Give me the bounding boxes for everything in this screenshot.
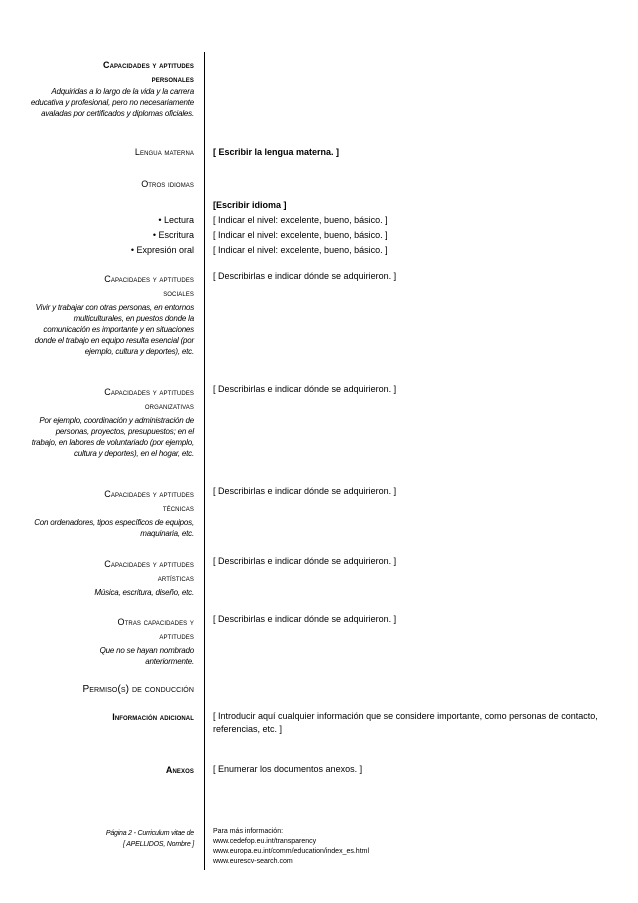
artistic-skills-section bbox=[30, 557, 194, 598]
other-languages-label: Otros idiomas bbox=[141, 179, 194, 189]
additional-info-heading: Información adicional bbox=[112, 712, 194, 722]
technical-skills-value: [ Describirlas e indicar dónde se adquirieron. ] bbox=[213, 486, 397, 496]
speaking-label: • Expresión oral bbox=[130, 245, 194, 255]
organizational-skills-description: Por ejemplo, coordinación y administración de personas, proyectos, presupuestos; en el trabajo, en labores de voluntariado (por ejemplo, cultura y deportes), en el hogar, etc. bbox=[31, 416, 194, 458]
other-skills-description: Que no se hayan nombrado anteriormente. bbox=[99, 646, 194, 666]
mother-tongue-label: Lengua materna bbox=[134, 147, 194, 157]
link-eurescv[interactable]: www.eurescv-search.com bbox=[213, 858, 293, 865]
social-skills-value: [ Describirlas e indicar dónde se adquirieron. ] bbox=[213, 271, 397, 281]
page-footer-right bbox=[213, 827, 369, 867]
link-europa[interactable]: www.europa.eu.int/comm/education/index_es.html bbox=[213, 848, 370, 855]
other-skills-value: [ Describirlas e indicar dónde se adquirieron. ] bbox=[213, 614, 397, 624]
page-footer-left bbox=[30, 828, 194, 850]
page-number-text: Página 2 - Curriculum vitae de bbox=[105, 830, 194, 837]
additional-info-value: [ Introducir aquí cualquier información que se considere importante, como personas de contacto, referencias, etc. ] bbox=[213, 711, 598, 734]
social-skills-section bbox=[30, 272, 194, 357]
organizational-skills-heading: Capacidades y aptitudes organizativas bbox=[104, 387, 194, 411]
social-skills-description: Vivir y trabajar con otras personas, en entornos multiculturales, en puestos donde la comunicación es importante y en situaciones donde el trabajo en equipo resulta esencial (por ejemplo, cultura y deportes), etc. bbox=[34, 303, 194, 356]
organizational-skills-value: [ Describirlas e indicar dónde se adquirieron. ] bbox=[213, 384, 397, 394]
annexes-heading: Anexos bbox=[165, 765, 194, 775]
cv-owner-name: [ APELLIDOS, Nombre ] bbox=[122, 841, 194, 848]
other-skills-section bbox=[30, 615, 194, 667]
more-info-title: Para más información: bbox=[213, 828, 284, 835]
language-name-value: [Escribir idioma ] bbox=[213, 200, 287, 210]
technical-skills-description: Con ordenadores, tipos específicos de equipos, maquinaria, etc. bbox=[34, 518, 194, 538]
technical-skills-heading: Capacidades y aptitudes técnicas bbox=[104, 489, 194, 513]
mother-tongue-value: [ Escribir la lengua materna. ] bbox=[213, 147, 340, 157]
language-levels-labels bbox=[30, 213, 194, 258]
organizational-skills-section bbox=[30, 385, 194, 459]
artistic-skills-description: Música, escritura, diseño, etc. bbox=[94, 588, 194, 597]
social-skills-heading: Capacidades y aptitudes sociales bbox=[104, 274, 194, 298]
personal-skills-heading: Capacidades y aptitudes personales bbox=[102, 60, 194, 84]
writing-value: [ Indicar el nivel: excelente, bueno, básico. ] bbox=[213, 230, 388, 240]
other-skills-heading: Otras capacidades y aptitudes bbox=[117, 617, 194, 641]
speaking-value: [ Indicar el nivel: excelente, bueno, básico. ] bbox=[213, 245, 388, 255]
link-cedefop[interactable]: www.cedefop.eu.int/transparency bbox=[213, 838, 317, 845]
personal-skills-description: Adquiridas a lo largo de la vida y la carrera educativa y profesional, pero no necesariamente avaladas por certificados y diplomas oficiales. bbox=[30, 87, 194, 118]
technical-skills-section bbox=[30, 487, 194, 539]
column-divider bbox=[204, 52, 205, 870]
driving-license-heading: Permiso(s) de conducción bbox=[82, 684, 194, 695]
reading-label: • Lectura bbox=[158, 215, 194, 225]
reading-value: [ Indicar el nivel: excelente, bueno, básico. ] bbox=[213, 215, 388, 225]
personal-skills-section bbox=[30, 58, 194, 119]
writing-label: • Escritura bbox=[152, 230, 194, 240]
artistic-skills-heading: Capacidades y aptitudes artísticas bbox=[104, 559, 194, 583]
artistic-skills-value: [ Describirlas e indicar dónde se adquirieron. ] bbox=[213, 556, 397, 566]
language-levels-values bbox=[213, 213, 388, 258]
annexes-value: [ Enumerar los documentos anexos. ] bbox=[213, 764, 363, 774]
